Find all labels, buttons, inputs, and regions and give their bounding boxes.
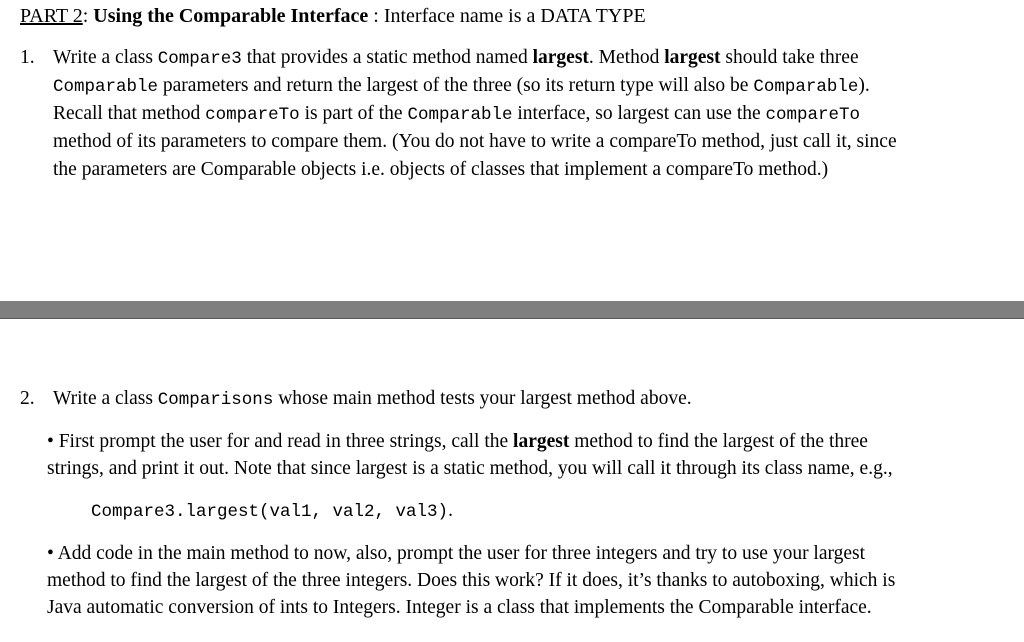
bullet-1-line-1 bbox=[47, 428, 1007, 455]
q1-l2-text-b: ). bbox=[858, 75, 870, 96]
q1-l1-text-a: Write a class bbox=[53, 47, 158, 68]
q1-l3-text-a: Recall that method bbox=[53, 103, 206, 124]
part-title-bold: Using the Comparable Interface bbox=[93, 5, 369, 27]
bullet-item-2 bbox=[47, 540, 1007, 621]
part-label: PART 2 bbox=[20, 5, 83, 27]
q1-line-4: method of its parameters to compare them. (You do not have to write a compareTo method, just call it, since bbox=[53, 131, 897, 152]
q2-head-text-a: Write a class bbox=[53, 388, 158, 409]
q1-l1-bold-1: largest bbox=[532, 47, 589, 68]
part-title bbox=[20, 4, 646, 28]
q1-l1-text-c: . Method bbox=[588, 47, 665, 68]
b1-l1-text-a: • First prompt the user for and read in three strings, call the bbox=[47, 431, 514, 452]
question-2-number: 2. bbox=[20, 388, 35, 409]
q1-l3-code-2: Comparable bbox=[407, 105, 513, 125]
q1-line-2 bbox=[53, 72, 1013, 100]
q1-l1-code: Compare3 bbox=[157, 49, 242, 69]
q1-l3-text-c: interface, so largest can use the bbox=[512, 103, 766, 124]
q1-line-1 bbox=[53, 44, 1013, 72]
q1-l1-text-d: should take three bbox=[720, 47, 859, 68]
q1-l2-text-a: parameters and return the largest of the three (so its return type will also be bbox=[158, 75, 754, 96]
bullet-1-line-2: strings, and print it out. Note that since largest is a static method, you will call it through its class name, e.g., bbox=[47, 458, 893, 479]
part-colon: : bbox=[82, 5, 89, 27]
q1-line-3 bbox=[53, 100, 1013, 128]
code-example bbox=[91, 498, 453, 525]
b1-l1-text-b: method to find the largest of the three bbox=[569, 431, 868, 452]
bullet-2-line-1: • Add code in the main method to now, also, prompt the user for three integers and try to use your largest bbox=[47, 543, 866, 564]
part-title-rest: : Interface name is a DATA TYPE bbox=[368, 5, 646, 27]
section-divider bbox=[0, 301, 1024, 319]
q1-l2-code-1: Comparable bbox=[53, 77, 159, 97]
q2-head-code: Comparisons bbox=[157, 390, 274, 410]
q1-l1-text-b: that provides a static method named bbox=[241, 47, 533, 68]
question-2-heading bbox=[20, 385, 692, 414]
q1-l3-text-b: is part of the bbox=[299, 103, 408, 124]
q1-line-5: the parameters are Comparable objects i.e. objects of classes that implement a compareTo method.) bbox=[53, 159, 829, 180]
question-1-number: 1. bbox=[20, 47, 35, 68]
bullet-item-1 bbox=[47, 428, 1007, 482]
q1-l3-code-1: compareTo bbox=[205, 105, 300, 125]
page-top-section bbox=[0, 0, 1024, 300]
q2-head-text-b: whose main method tests your largest method above. bbox=[273, 388, 692, 409]
q1-l3-code-3: compareTo bbox=[765, 105, 861, 125]
bullet-2-line-3: Java automatic conversion of ints to Integers. Integer is a class that implements the Comparable interface. bbox=[47, 597, 872, 618]
bullet-2-line-2: method to find the largest of the three integers. Does this work? If it does, it’s thanks to autoboxing, which is bbox=[47, 570, 896, 591]
question-1-body bbox=[53, 44, 1013, 184]
code-example-text: Compare3.largest(val1, val2, val3) bbox=[91, 502, 449, 522]
q1-l2-code-2: Comparable bbox=[753, 77, 859, 97]
q1-l1-bold-2: largest bbox=[664, 47, 721, 68]
b1-l1-bold: largest bbox=[513, 431, 570, 452]
code-example-tail: . bbox=[448, 500, 453, 521]
